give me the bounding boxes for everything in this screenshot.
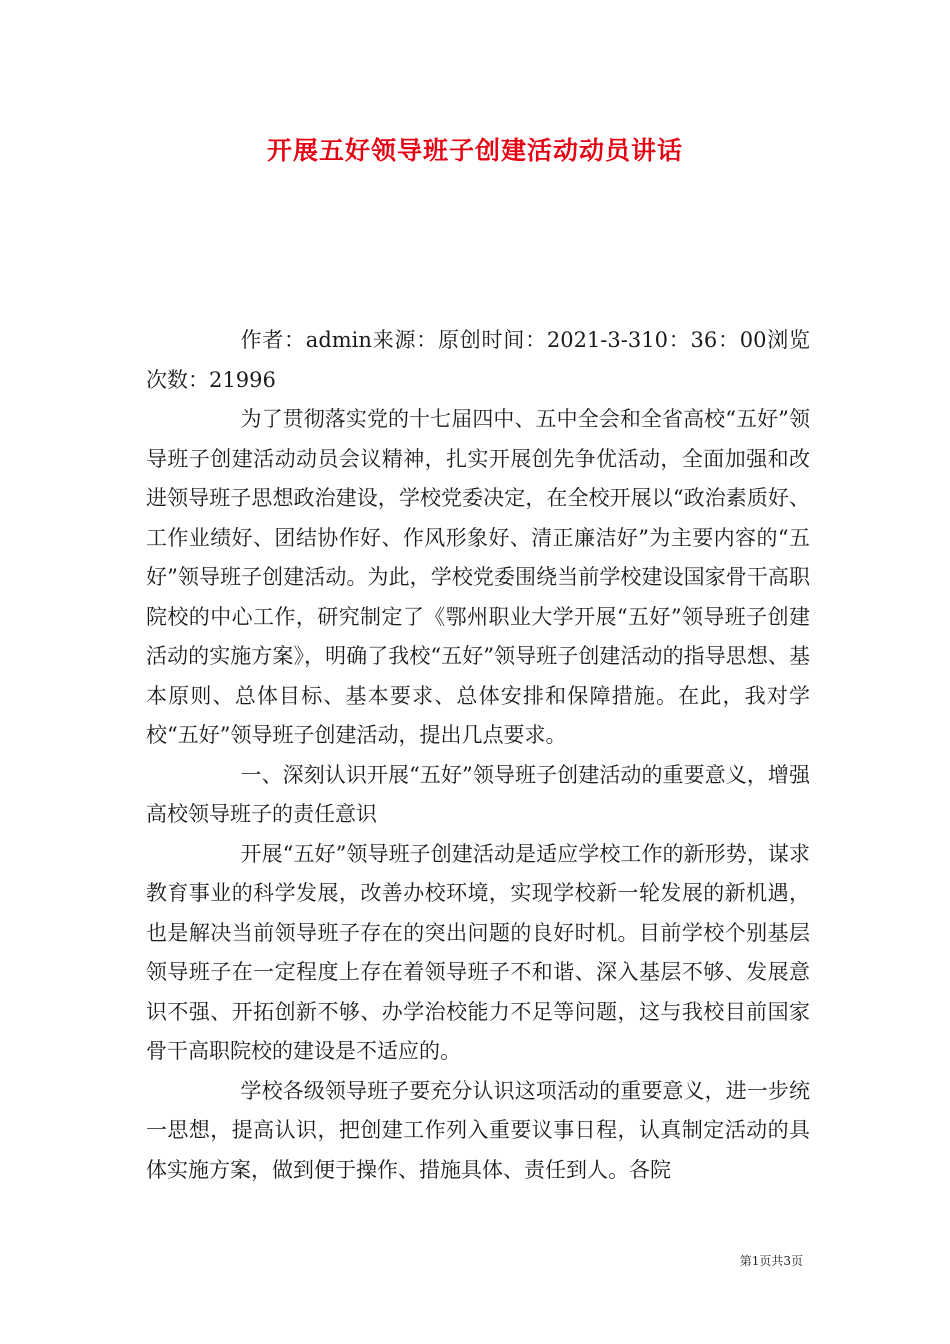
paragraph: 为了贯彻落实党的十七届四中、五中全会和全省高校“五好”领导班子创建活动动员会议精神，扎实开展创先争优活动，全面加强和改进领导班子思想政治建设，学校党委决定，在全校开展以“政治素质好、工作业绩好、团结协作好、作风形象好、清正廉洁好”为主要内容的“五好”领导班子创建活动。为此，学校党委围绕当前学校建设国家骨干高职院校的中心工作，研究制定了《鄂州职业大学开展“五好”领导班子创建活动的实施方案》，明确了我校“五好”领导班子创建活动的指导思想、基本原则、总体目标、基本要求、总体安排和保障措施。在此，我对学校“五好”领导班子创建活动，提出几点要求。 [146,407,810,747]
article-meta: 作者：admin来源：原创时间：2021-3-310：36：00浏览次数：21996 [146,328,810,392]
paragraph: 学校各级领导班子要充分认识这项活动的重要意义，进一步统一思想，提高认识，把创建工作列入重要议事日程，认真制定活动的具体实施方案，做到便于操作、措施具体、责任到人。各院 [146,1078,810,1182]
paragraph: 开展“五好”领导班子创建活动是适应学校工作的新形势，谋求教育事业的科学发展，改善办校环境，实现学校新一轮发展的新机遇，也是解决当前领导班子存在的突出问题的良好时机。目前学校个别基层领导班子在一定程度上存在着领导班子不和谐、深入基层不够、发展意识不强、开拓创新不够、办学治校能力不足等问题，这与我校目前国家骨干高职院校的建设是不适应的。 [146,841,810,1063]
document-title: 开展五好领导班子创建活动动员讲话 [266,136,683,165]
section-heading: 一、深刻认识开展“五好”领导班子创建活动的重要意义，增强高校领导班子的责任意识 [146,762,810,826]
document-body [146,321,810,1190]
page-number-footer: 第1页共3页 [739,1254,803,1268]
